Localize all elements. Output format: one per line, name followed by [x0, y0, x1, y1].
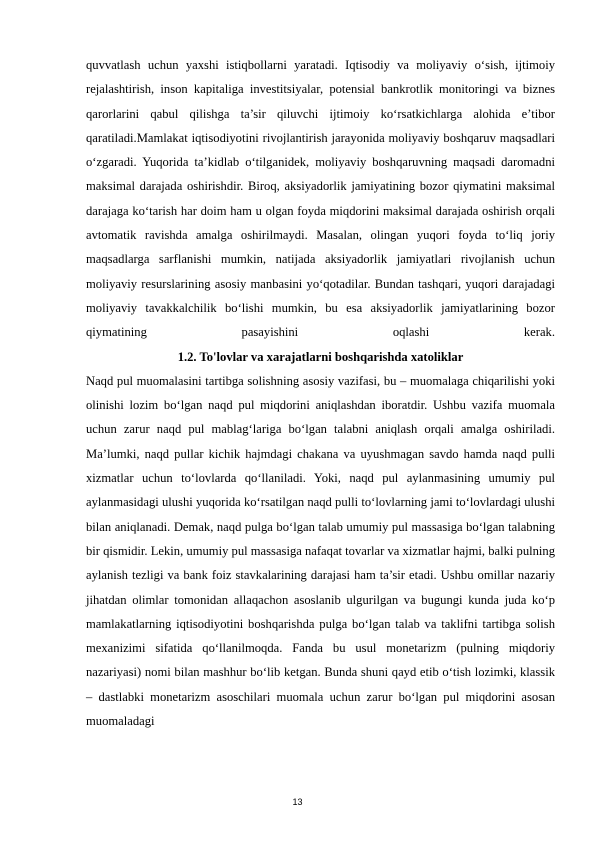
- body-paragraph-1: quvvatlash uchun yaxshi istiqbollarni yaratadi. Iqtisodiy va moliyaviy o‘sish, ijtimoiy rejalashtirish, inson kapitaliga investitsiyalar, potensial bankrotlik monitoringi va biznes qarorlarini qabul qilishga ta’sir qiluvchi ijtimoiy ko‘rsatkichlarga alohida e’tibor qaratiladi.Mamlakat iqtisodiyotini rivojlantirish jarayonida moliyaviy boshqaruv maqsadlari o‘zgaradi. Yuqorida ta’kidlab o‘tilganidek, moliyaviy boshqaruvning maqsadi daromadni maksimal darajada oshirishdir. Biroq, aksiyadorlik jamiyatining bozor qiymatini maksimal darajaga ko‘tarish har doim ham u olgan foyda miqdorini maksimal darajada oshirish orqali avtomatik ravishda amalga oshirilmaydi. Masalan, olingan yuqori foyda to‘liq joriy maqsadlarga sarflanishi mumkin, natijada aksiyadorlik jamiyatlari rivojlanish uchun moliyaviy resurslarining asosiy manbasini yo‘qotadilar. Bundan tashqari, yuqori darajadagi moliyaviy tavakkalchilik bo‘lishi mumkin, bu esa aksiyadorlik jamiyatlarining bozor qiymatining pasayishini oqlashi kerak.: [86, 58, 555, 340]
- page-number: 13: [292, 797, 303, 807]
- body-paragraph-2: Naqd pul muomalasini tartibga solishning asosiy vazifasi, bu – muomalaga chiqarilishi yoki olinishi lozim bo‘lgan naqd pul miqdorini aniqlashdan iboratdir. Ushbu vazifa muomala uchun zarur naqd pul mablag‘lariga bo‘lgan talabni aniqlash orqali amalga oshiriladi. Ma’lumki, naqd pullar kichik hajmdagi chakana va uyushmagan savdo hamda naqd pulli xizmatlar uchun to‘lovlarda qo‘llaniladi. Yoki, naqd pul aylanmasining umumiy pul aylanmasidagi ulushi yuqorida ko‘rsatilgan naqd pulli to‘lovlarning jami to‘lovlardagi ulushi bilan aniqlanadi. Demak, naqd pulga bo‘lgan talab umumiy pul massasiga bo‘lgan talabning bir qismidir. Lekin, umumiy pul massasiga nafaqat tovarlar va xizmatlar hajmi, balki pulning aylanish tezligi va bank foiz stavkalarining darajasi ham ta’sir etadi. Ushbu omillar nazariy jihatdan olimlar tomonidan allaqachon asoslanib ulgurilgan va bugungi kunda juda ko‘p mamlakatlarning iqtisodiyotini boshqarishda pulga bo‘lgan talab va taklifni tartibga solish mexanizimi sifatida qo‘llanilmoqda. Fanda bu usul monetarizm (pulning miqdoriy nazariyasi) nomi bilan mashhur bo‘lib ketgan. Bunda shuni qayd etib o‘tish lozimki, klassik – dastlabki monetarizm asoschilari muomala uchun zarur bo‘lgan pul miqdorini asosan muomaladagi: [86, 373, 556, 729]
- document-page: [86, 53, 555, 733]
- section-heading: 1.2. To'lovlar va xarajatlarni boshqarishda xatoliklar: [177, 349, 464, 364]
